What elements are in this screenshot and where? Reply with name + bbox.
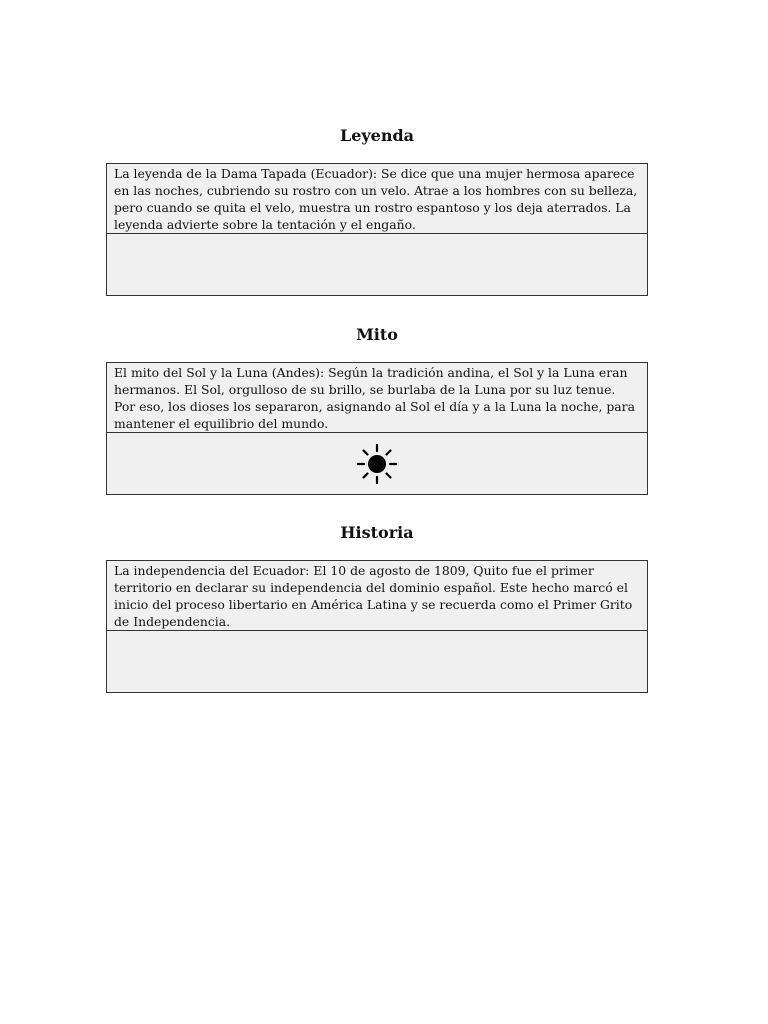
content-box	[106, 163, 648, 296]
section-historia	[106, 523, 648, 693]
section-text: El mito del Sol y la Luna (Andes): Según la tradición andina, el Sol y la Luna eran hermanos. El Sol, orgulloso de su brillo, se burlaba de la Luna por su luz tenue. Por eso, los dioses los separaron, asignando al Sol el día y a la Luna la noche, para mantener el equilibrio del mundo.	[107, 363, 647, 433]
section-text: La leyenda de la Dama Tapada (Ecuador): Se dice que una mujer hermosa aparece en las noches, cubriendo su rostro con un velo. Atrae a los hombres con su belleza, pero cuando se quita el velo, muestra un rostro espantoso y los deja aterrados. La leyenda advierte sobre la tentación y el engaño.	[107, 164, 647, 234]
section-title: Historia	[340, 523, 414, 542]
empty-area	[107, 631, 647, 692]
section-leyenda	[106, 126, 648, 296]
empty-area	[107, 234, 647, 295]
sun-icon	[357, 444, 397, 484]
content-box	[106, 362, 648, 495]
image-area	[107, 433, 647, 494]
section-text: La independencia del Ecuador: El 10 de agosto de 1809, Quito fue el primer territorio en declarar su independencia del dominio español. Este hecho marcó el inicio del proceso libertario en América Latina y se recuerda como el Primer Grito de Independencia.	[107, 561, 647, 631]
section-mito	[106, 325, 648, 495]
section-title: Mito	[356, 325, 398, 344]
content-box	[106, 560, 648, 693]
section-title: Leyenda	[339, 126, 415, 145]
